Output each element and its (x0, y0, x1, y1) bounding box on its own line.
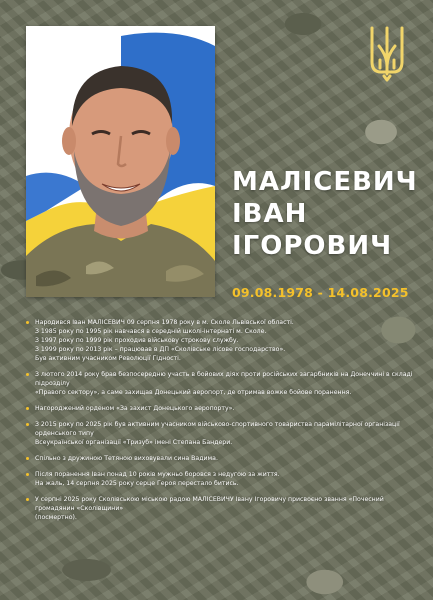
bio-line: «Правого сектору», а саме захищав Донецький аеропорт, де отримав вожке бойове поранення. (35, 389, 352, 396)
portrait-photo (26, 26, 215, 297)
bio-item-award (26, 404, 414, 413)
biography-list (26, 318, 414, 529)
bio-line: Був активним учасником Революції Гідності. (35, 355, 181, 362)
bio-line: (посмертно). (35, 514, 77, 521)
bio-item-death (26, 470, 414, 488)
bio-item-family (26, 454, 414, 463)
bio-line: Нагороджений орденом «За захист Донецького аеропорту». (35, 405, 235, 412)
surname: МАЛІСЕВИЧ (232, 167, 418, 197)
bio-line: Народився Іван МАЛІСЕВИЧ 09 серпня 1978 року в м. Сколе Львівської області. (35, 319, 294, 326)
full-name (232, 166, 422, 262)
first-name: ІВАН (232, 199, 308, 229)
bio-line: З лютого 2014 року брав безпосередню участь в бойових діях проти російських загарбників на Донеччині в складі підрозділу (35, 371, 413, 387)
bio-line: З 1985 року по 1995 рік навчався в середній школі-інтернаті м. Сколе. (35, 328, 267, 335)
bio-line: У серпні 2025 року Сколівською міською радою МАЛІСЕВИЧУ Івану Ігоровичу присвоєно звання «Почесний громадянин «Сколівщини» (35, 496, 384, 512)
portrait-image (26, 26, 215, 297)
bio-line: З 1997 року по 1999 рік проходив військову строкову службу. (35, 337, 239, 344)
bio-line: З 1999 року по 2013 рік – працював в ДП «Сколівське лісове господарство». (35, 346, 286, 353)
trident-icon (369, 26, 405, 82)
bio-line: Після поранення Іван понад 10 років мужньо боровся з недугою за життя. (35, 471, 280, 478)
bio-item-combat (26, 370, 414, 397)
bio-item-honor (26, 495, 414, 522)
bio-line: З 2015 року по 2025 рік був активним учасником військово-спортивного товариства парамілітарної організації орденського типу (35, 421, 400, 437)
bio-item-organization (26, 420, 414, 447)
bio-item-birth-career (26, 318, 414, 363)
bio-line: На жаль, 14 серпня 2025 року серце Героя перестало битись. (35, 480, 239, 487)
patronymic: ІГОРОВИЧ (232, 231, 393, 261)
bio-line: Спільно з дружиною Тетяною виховували сина Вадима. (35, 455, 218, 462)
bio-line: Всеукраїнської організації «Тризуб» імені Степана Бандери. (35, 439, 233, 446)
life-dates: 09.08.1978 - 14.08.2025 (232, 285, 409, 300)
